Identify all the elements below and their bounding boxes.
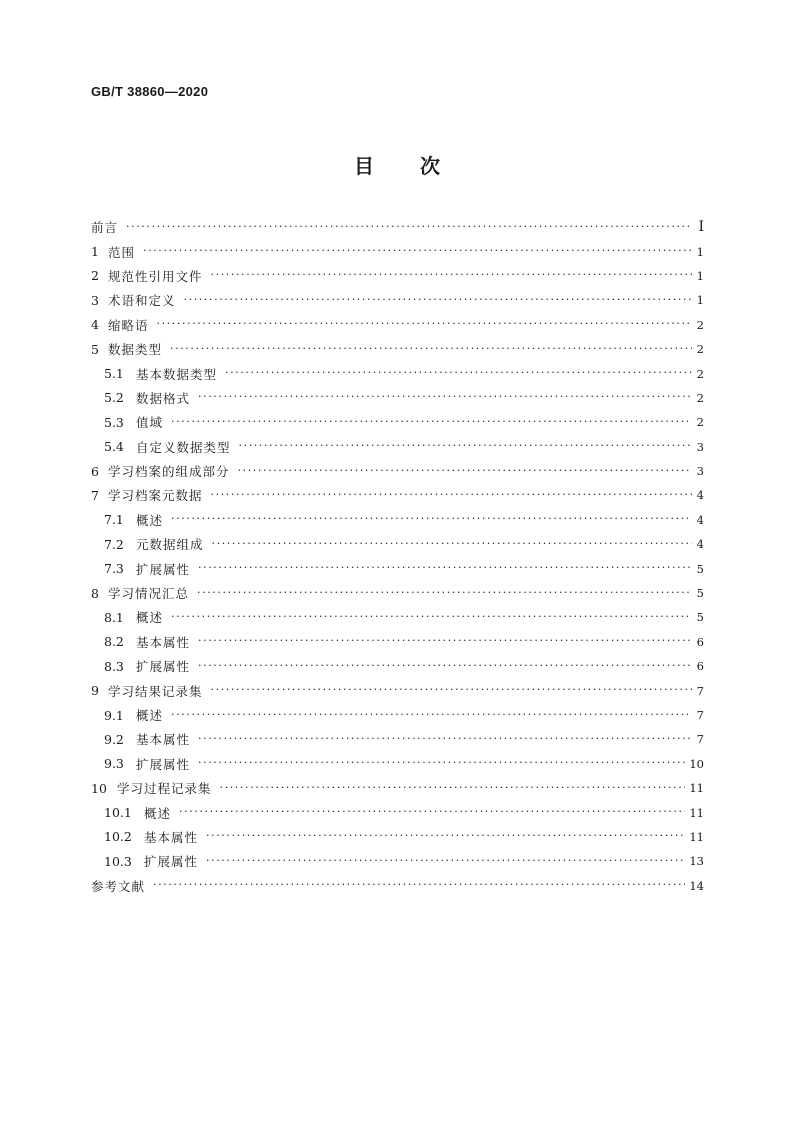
toc-leader-dots (198, 561, 692, 574)
toc-entry-number: 8.2 (104, 634, 124, 650)
toc-entry-page: 4 (696, 488, 704, 503)
toc-entry-number: 10.1 (104, 805, 132, 821)
toc-entry[interactable] (91, 483, 704, 507)
toc-entry-title: 概述 (144, 805, 172, 821)
toc-entry-title: 元数据组成 (136, 537, 204, 553)
standard-number: GB/T 38860—2020 (91, 84, 209, 99)
toc-entry-title: 数据类型 (108, 342, 163, 358)
toc-leader-dots (211, 683, 692, 696)
toc-entry-number: 5.3 (104, 414, 124, 430)
toc-entry-page: 7 (696, 683, 704, 698)
toc-entry-page: 6 (696, 634, 704, 649)
toc-entry-number: 10.2 (104, 829, 132, 845)
toc-entry-title: 学习结果记录集 (108, 683, 203, 699)
toc-entry-page: 2 (696, 366, 704, 381)
toc-entry-page: 11 (689, 781, 704, 796)
toc-entry-title: 学习档案元数据 (108, 488, 203, 504)
toc-entry-title: 基本属性 (136, 732, 191, 748)
toc-leader-dots (143, 244, 692, 257)
toc-entry-page: 13 (689, 854, 704, 869)
toc-entry-title: 学习档案的组成部分 (108, 464, 230, 480)
toc-entry-page: 4 (696, 537, 704, 552)
toc-entry-page: 1 (696, 244, 704, 259)
toc-leader-dots (225, 366, 692, 379)
toc-entry-page: 6 (696, 659, 704, 674)
toc-entry-title: 范围 (108, 244, 136, 260)
toc-entry-number: 10.3 (104, 853, 132, 869)
toc-entry-number: 9.1 (104, 707, 124, 723)
toc-entry-title: 缩略语 (108, 317, 149, 333)
toc-entry-page: 3 (696, 439, 704, 454)
toc-entry-page: 5 (696, 561, 704, 576)
toc-entry-number: 1 (91, 244, 99, 260)
toc-leader-dots (197, 586, 692, 599)
toc-entry[interactable] (91, 800, 704, 824)
toc-leader-dots (206, 854, 685, 867)
toc-entry-title: 扩展属性 (136, 561, 191, 577)
toc-entry-number: 8.1 (104, 609, 124, 625)
toc-leader-dots (126, 220, 692, 233)
toc-leader-dots (198, 659, 692, 672)
page-title-second-char: 次 (420, 154, 440, 178)
toc-entry-page: 5 (696, 610, 704, 625)
toc-leader-dots (179, 805, 685, 818)
toc-entry-title: 扩展属性 (136, 756, 191, 772)
toc-entry-number: 9.3 (104, 756, 124, 772)
toc-entry-title: 概述 (136, 610, 164, 626)
toc-entry-page: 4 (696, 512, 704, 527)
toc-entry[interactable] (91, 313, 704, 337)
toc-leader-dots (239, 439, 692, 452)
toc-entry[interactable] (91, 849, 704, 873)
toc-entry[interactable] (91, 532, 704, 556)
toc-entry[interactable] (91, 630, 704, 654)
toc-entry[interactable] (91, 386, 704, 410)
toc-entry-page: 1 (696, 268, 704, 283)
toc-entry[interactable] (91, 215, 704, 239)
toc-entry-number: 5 (91, 341, 99, 357)
toc-entry[interactable] (91, 239, 704, 263)
toc-entry-number: 7.3 (104, 561, 124, 577)
toc-entry[interactable] (91, 361, 704, 385)
toc-leader-dots (212, 537, 692, 550)
toc-entry[interactable] (91, 825, 704, 849)
toc-leader-dots (220, 781, 686, 794)
toc-leader-dots (198, 732, 692, 745)
toc-entry-page: I (698, 219, 704, 236)
toc-entry-number: 9.2 (104, 731, 124, 747)
toc-entry[interactable] (91, 874, 704, 898)
toc-entry[interactable] (91, 605, 704, 629)
toc-entry-title: 术语和定义 (108, 293, 176, 309)
toc-entry[interactable] (91, 727, 704, 751)
toc-entry-page: 2 (696, 317, 704, 332)
toc-entry-title: 基本数据类型 (136, 366, 218, 382)
toc-entry[interactable] (91, 288, 704, 312)
toc-entry-number: 6 (91, 463, 99, 479)
toc-leader-dots (198, 756, 685, 769)
toc-entry-number: 2 (91, 268, 99, 284)
toc-entry[interactable] (91, 459, 704, 483)
toc-leader-dots (184, 293, 692, 306)
toc-entry-page: 2 (696, 342, 704, 357)
toc-entry[interactable] (91, 435, 704, 459)
toc-leader-dots (170, 342, 692, 355)
toc-entry-page: 1 (696, 293, 704, 308)
toc-entry-title: 自定义数据类型 (136, 439, 231, 455)
toc-entry-page: 14 (689, 878, 704, 893)
toc-leader-dots (171, 708, 692, 721)
toc-entry-page: 3 (696, 464, 704, 479)
toc-entry-title: 学习情况汇总 (108, 586, 190, 602)
toc-entry-title: 概述 (136, 708, 164, 723)
toc-entry-number: 8.3 (104, 658, 124, 674)
toc-entry-title: 前言 (91, 220, 119, 236)
toc-entry-number: 3 (91, 292, 99, 308)
toc-entry-page: 5 (696, 586, 704, 601)
toc-leader-dots (153, 878, 685, 891)
toc-leader-dots (171, 415, 692, 428)
toc-entry-title: 学习过程记录集 (117, 781, 212, 797)
toc-entry-title: 规范性引用文件 (108, 268, 203, 284)
toc-entry-page: 2 (696, 390, 704, 405)
toc-entry-number: 7.1 (104, 512, 124, 528)
toc-entry-page: 2 (696, 415, 704, 430)
toc-leader-dots (198, 390, 692, 403)
toc-entry[interactable] (91, 264, 704, 288)
toc-entry[interactable] (91, 654, 704, 678)
toc-leader-dots (157, 317, 692, 330)
toc-leader-dots (211, 488, 692, 501)
toc-entry-title: 数据格式 (136, 390, 191, 406)
toc-leader-dots (171, 512, 692, 525)
toc-leader-dots (238, 464, 692, 477)
toc-entry-number: 5.1 (104, 366, 124, 382)
toc-leader-dots (211, 268, 692, 281)
toc-entry-number: 8 (91, 585, 99, 601)
toc-entry-page: 7 (696, 708, 704, 722)
toc-entry-page: 11 (689, 829, 704, 844)
toc-entry-number: 5.4 (104, 439, 124, 455)
toc-entry[interactable] (91, 337, 704, 361)
toc-entry-number: 4 (91, 317, 99, 333)
page-title (0, 150, 794, 179)
toc-entry[interactable] (91, 678, 704, 702)
toc-entry-title: 扩展属性 (136, 659, 191, 675)
toc-entry-title: 基本属性 (144, 829, 199, 845)
toc-entry[interactable] (91, 410, 704, 434)
toc-entry[interactable] (91, 556, 704, 580)
toc-entry-number: 9 (91, 683, 99, 699)
toc-leader-dots (198, 634, 692, 647)
toc-entry[interactable] (91, 581, 704, 605)
toc-entry-title: 参考文献 (91, 878, 146, 894)
toc-entry-title: 扩展属性 (144, 854, 199, 870)
toc-entry-page: 11 (689, 805, 704, 820)
page-title-first-char: 目 (354, 154, 374, 178)
toc-leader-dots (171, 610, 692, 623)
toc-entry[interactable] (91, 508, 704, 532)
toc-entry-title: 基本属性 (136, 634, 191, 650)
table-of-contents (91, 215, 704, 898)
toc-entry-number: 7.2 (104, 536, 124, 552)
toc-entry[interactable] (91, 703, 704, 727)
toc-entry-page: 10 (689, 756, 704, 771)
toc-leader-dots (206, 829, 685, 842)
toc-entry[interactable] (91, 776, 704, 800)
toc-entry-number: 5.2 (104, 390, 124, 406)
toc-entry[interactable] (91, 752, 704, 776)
toc-entry-page: 7 (696, 732, 704, 747)
toc-entry-number: 7 (91, 487, 99, 503)
toc-entry-number: 10 (91, 780, 107, 796)
toc-entry-title: 概述 (136, 512, 164, 528)
toc-entry-title: 值域 (136, 415, 164, 431)
